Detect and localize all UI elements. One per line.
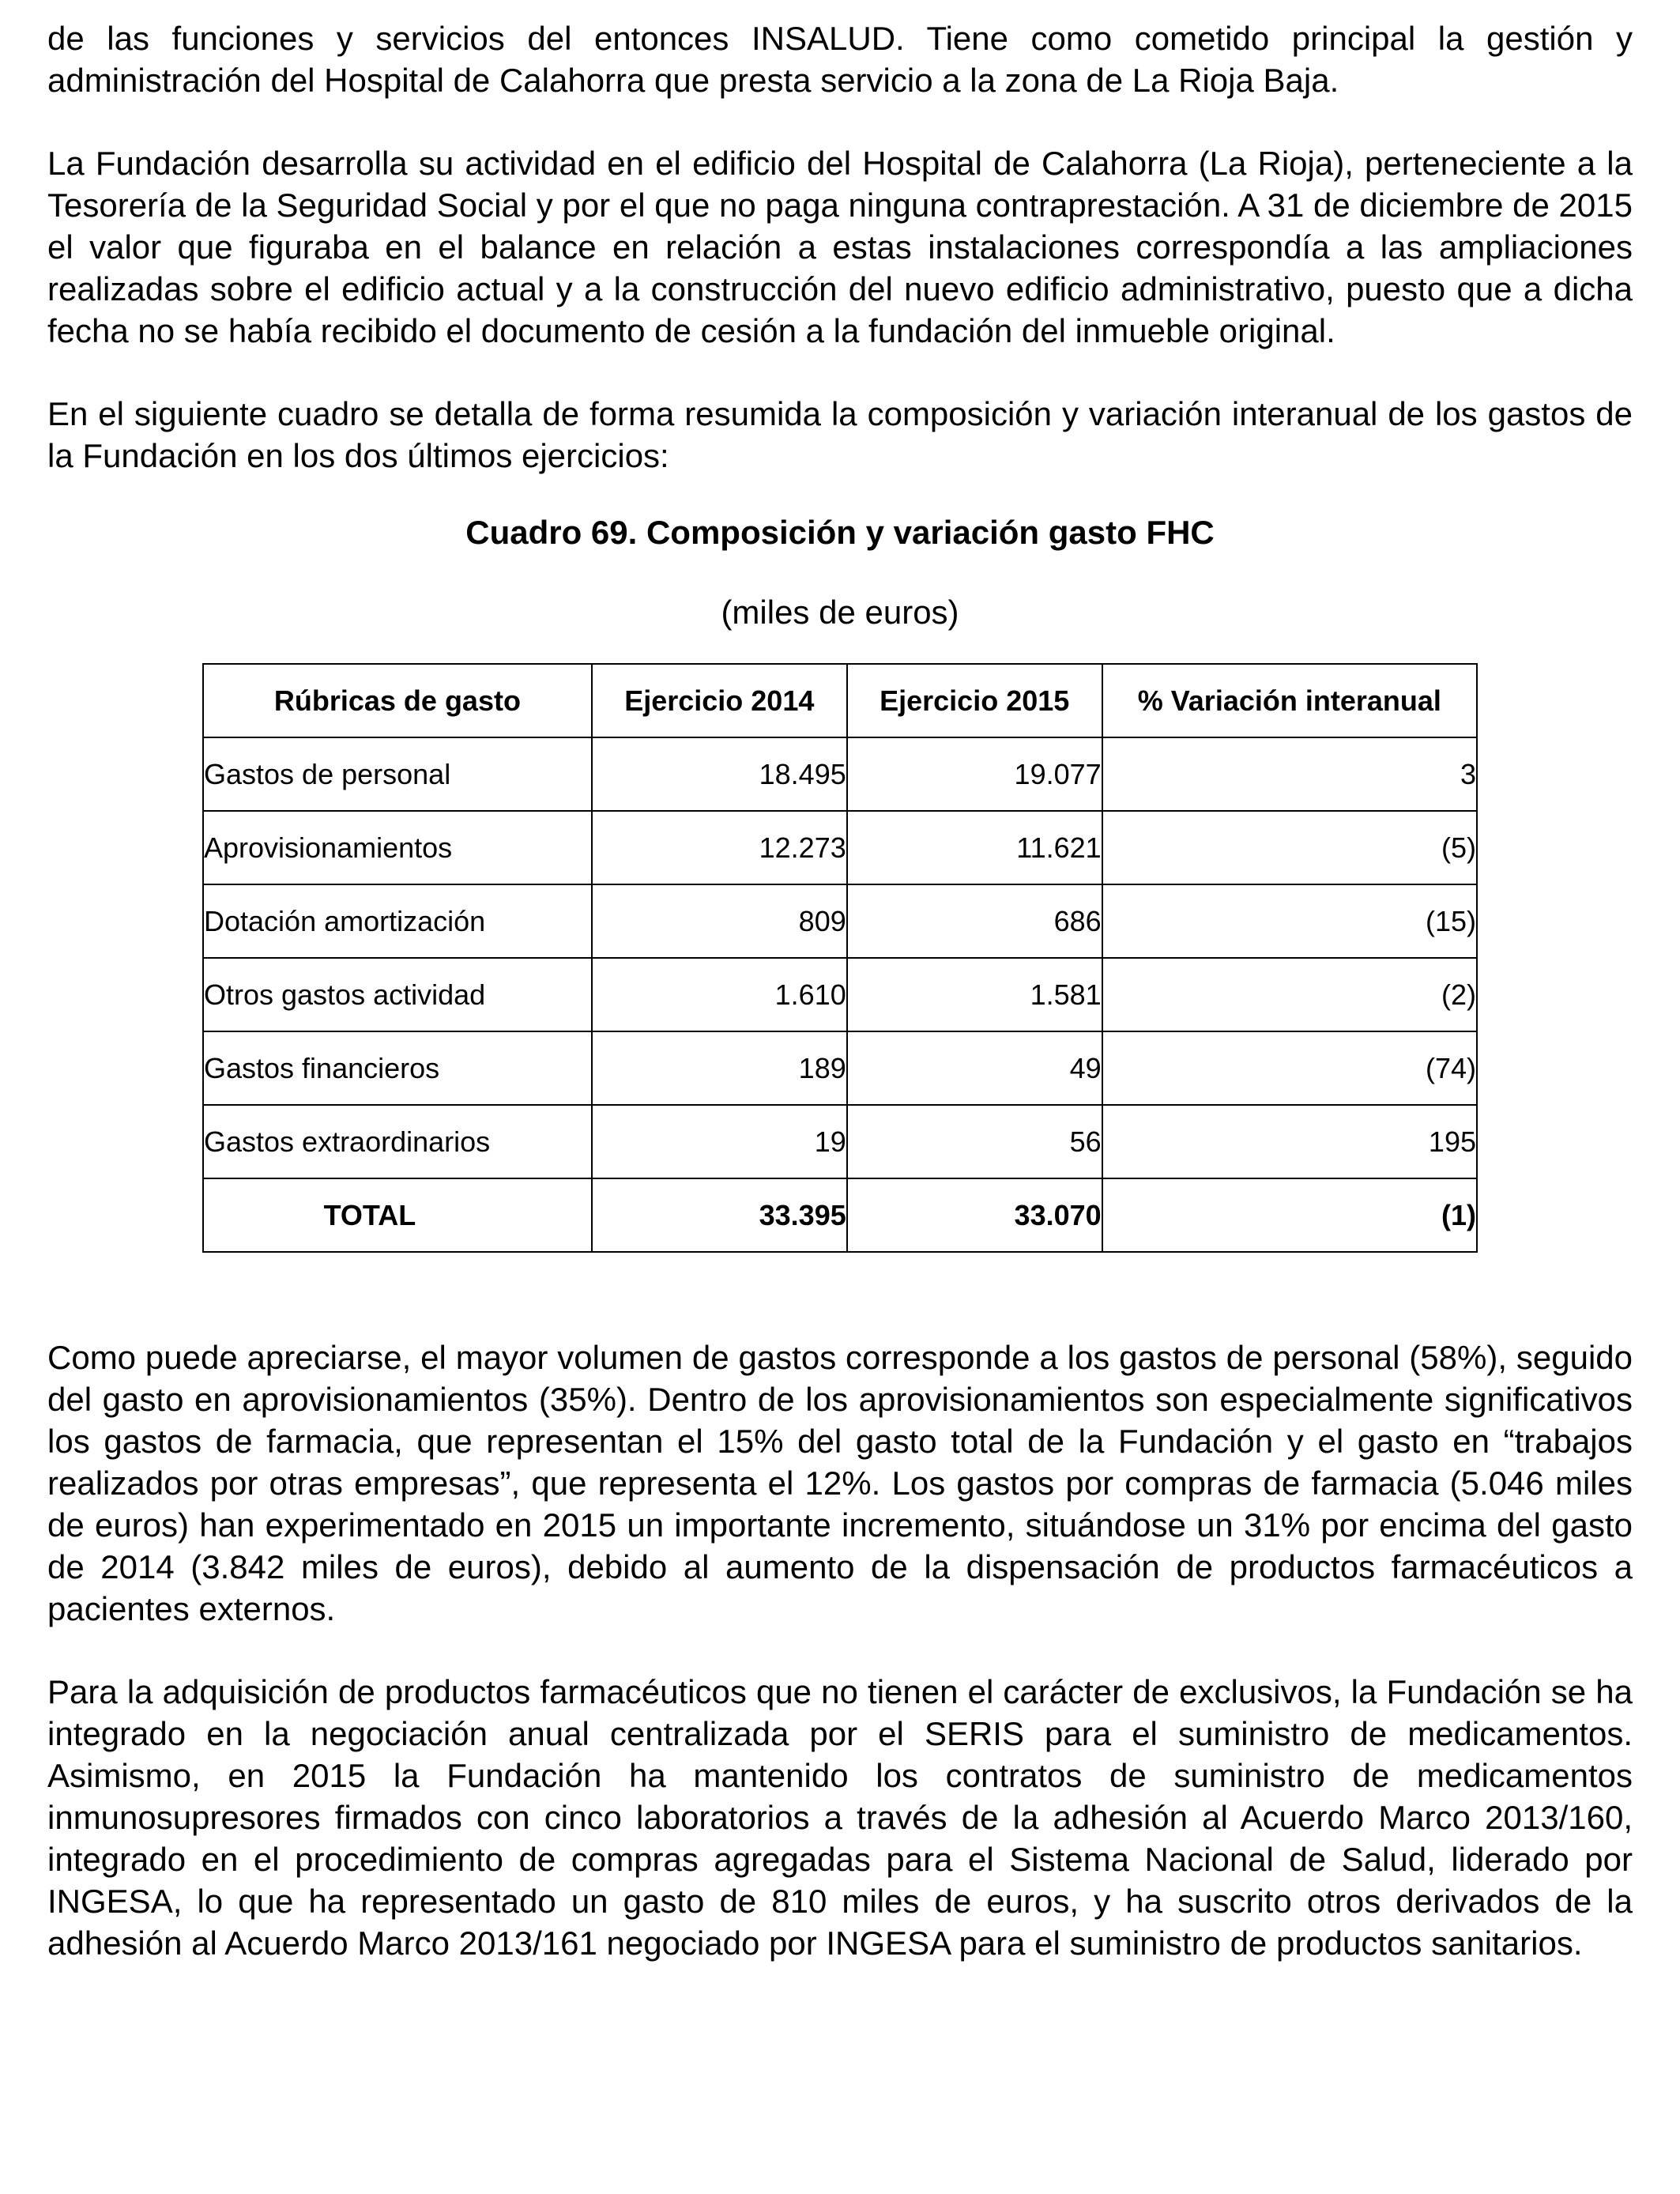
value-2015: 19.077 [847,737,1102,811]
row-label: Gastos extraordinarios [203,1105,592,1178]
table-header-row [203,664,1477,737]
value-2014: 189 [592,1031,847,1105]
total-variation: (1) [1102,1178,1477,1252]
table-row [203,884,1477,958]
value-variation: 3 [1102,737,1477,811]
value-2014: 1.610 [592,958,847,1031]
total-2015: 33.070 [847,1178,1102,1252]
table-unit: (miles de euros) [721,594,959,631]
table-total-row [203,1178,1477,1252]
header-rubricas: Rúbricas de gasto [203,664,592,737]
table-row [203,1031,1477,1105]
total-label: TOTAL [203,1178,592,1252]
table-row [203,811,1477,884]
row-label: Gastos de personal [203,737,592,811]
paragraph-procurement: Para la adquisición de productos farmacéuticos que no tienen el carácter de exclusivos, la Fundación se ha integrado en la negociación anual centralizada por el SERIS para el suministro de medicamentos. Asimismo, en 2015 la Fundación ha mantenido los contratos de suministro de medicamentos inmunosupresores firmados con cinco laboratorios a través de la adhesión al Acuerdo Marco 2013/160, integrado en el procedimiento de compras agregadas para el Sistema Nacional de Salud, liderado por INGESA, lo que ha representado un gasto de 810 miles de euros, y ha suscrito otros derivados de la adhesión al Acuerdo Marco 2013/161 negociado por INGESA para el suministro de productos sanitarios. [47,1673,1633,1962]
total-2014: 33.395 [592,1178,847,1252]
row-label: Dotación amortización [203,884,592,958]
header-variacion: % Variación interanual [1102,664,1477,737]
value-2014: 12.273 [592,811,847,884]
value-2015: 686 [847,884,1102,958]
table-title: Cuadro 69. Composición y variación gasto FHC [465,514,1215,551]
table-row [203,737,1477,811]
value-2015: 56 [847,1105,1102,1178]
value-variation: 195 [1102,1105,1477,1178]
paragraph-table-intro: En el siguiente cuadro se detalla de forma resumida la composición y variación interanual de los gastos de la Fundación en los dos últimos ejercicios: [47,395,1633,474]
value-2014: 19 [592,1105,847,1178]
value-2015: 1.581 [847,958,1102,1031]
paragraph-intro-continuation: de las funciones y servicios del entonces INSALUD. Tiene como cometido principal la gestión y administración del Hospital de Calahorra que presta servicio a la zona de La Rioja Baja. [47,20,1633,99]
value-2014: 809 [592,884,847,958]
paragraph-building: La Fundación desarrolla su actividad en el edificio del Hospital de Calahorra (La Rioja), perteneciente a la Tesorería de la Seguridad Social y por el que no paga ninguna contraprestación. A 31 de diciembre de 2015 el valor que figuraba en el balance en relación a estas instalaciones correspondía a las ampliaciones realizadas sobre el edificio actual y a la construcción del nuevo edificio administrativo, puesto que a dicha fecha no se había recibido el documento de cesión a la fundación del inmueble original. [47,145,1633,349]
row-label: Aprovisionamientos [203,811,592,884]
row-label: Otros gastos actividad [203,958,592,1031]
value-variation: (2) [1102,958,1477,1031]
value-2015: 11.621 [847,811,1102,884]
document-page [47,17,1633,1964]
value-variation: (15) [1102,884,1477,958]
header-ejercicio-2015: Ejercicio 2015 [847,664,1102,737]
table-row [203,958,1477,1031]
table-row [203,1105,1477,1178]
header-ejercicio-2014: Ejercicio 2014 [592,664,847,737]
value-2015: 49 [847,1031,1102,1105]
value-variation: (5) [1102,811,1477,884]
value-2014: 18.495 [592,737,847,811]
row-label: Gastos financieros [203,1031,592,1105]
paragraph-analysis: Como puede apreciarse, el mayor volumen de gastos corresponde a los gastos de personal (58%), seguido del gasto en aprovisionamientos (35%). Dentro de los aprovisionamientos son especialmente significativos los gastos de farmacia, que representan el 15% del gasto total de la Fundación y el gasto en “trabajos realizados por otras empresas”, que representa el 12%. Los gastos por compras de farmacia (5.046 miles de euros) han experimentado en 2015 un importante incremento, situándose un 31% por encima del gasto de 2014 (3.842 miles de euros), debido al aumento de la dispensación de productos farmacéuticos a pacientes externos. [47,1339,1633,1627]
value-variation: (74) [1102,1031,1477,1105]
expense-table [202,663,1478,1253]
